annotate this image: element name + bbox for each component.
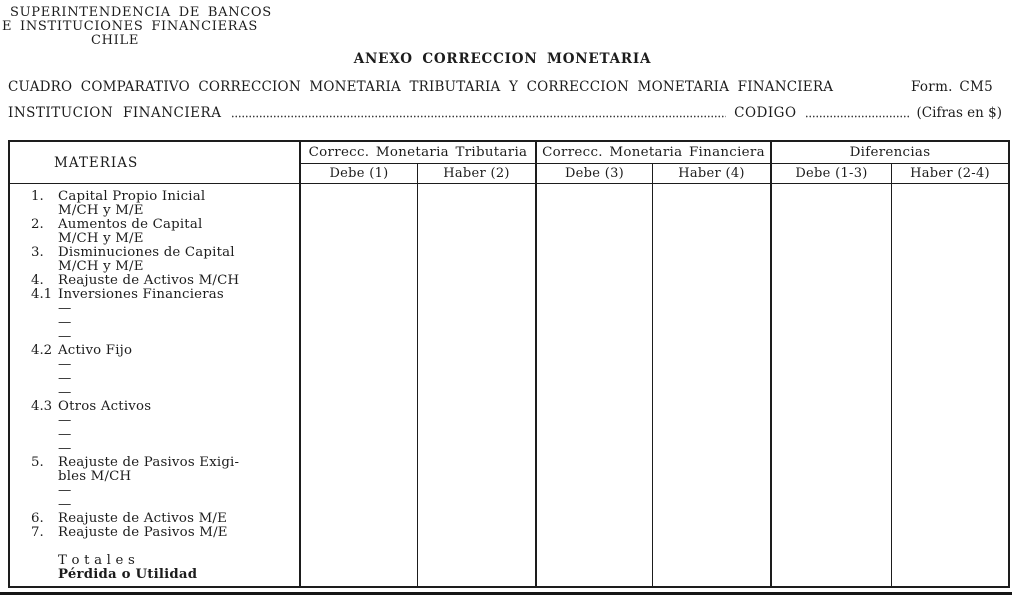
materias-row-text: M/CH y M/E	[58, 231, 144, 246]
col-header-haber-2-4: Haber (2-4)	[892, 164, 1008, 184]
letterhead-line-3: CHILE	[90, 33, 140, 48]
materias-row-text: —	[58, 301, 72, 316]
bottom-heavy-rule	[0, 592, 1012, 595]
materias-row-number	[31, 302, 58, 316]
materias-row	[10, 568, 299, 582]
materias-row-text: Pérdida o Utilidad	[58, 567, 198, 582]
materias-row	[10, 372, 299, 386]
letterhead-line-1: SUPERINTENDENCIA DE BANCOS	[10, 5, 272, 20]
materias-row-number: 2.	[31, 217, 44, 232]
materias-row-number: 4.2	[31, 343, 53, 358]
materias-row	[10, 344, 299, 358]
materias-row	[10, 428, 299, 442]
col-header-debe-1-3: Debe (1-3)	[772, 164, 892, 184]
letterhead	[2, 5, 272, 48]
materias-row-number	[31, 232, 58, 246]
materias-row-number	[31, 260, 58, 274]
materias-row-text: Disminuciones de Capital	[58, 245, 235, 260]
materias-row-number	[31, 554, 58, 568]
materias-row-text: Reajuste de Activos M/E	[58, 511, 227, 526]
materias-row-number: 6.	[31, 511, 44, 526]
page-title: ANEXO CORRECCION MONETARIA	[353, 51, 652, 67]
materias-row	[10, 232, 299, 246]
materias-row-number	[31, 204, 58, 218]
institution-row	[8, 105, 1002, 121]
materias-row-number: 4.	[31, 273, 44, 288]
dotted-leader-codigo	[805, 113, 909, 118]
materias-row	[10, 190, 299, 204]
materias-row-text: —	[58, 357, 72, 372]
body-cell-debe-1	[301, 184, 418, 586]
col-header-haber-2: Haber (2)	[418, 164, 537, 184]
materias-row-text: Inversiones Financieras	[58, 287, 224, 302]
materias-row-number	[31, 568, 58, 582]
cifras-label: (Cifras en $)	[916, 105, 1002, 121]
materias-row	[10, 442, 299, 456]
codigo-label: CODIGO	[734, 105, 797, 121]
materias-row-text: Otros Activos	[58, 399, 152, 414]
correccion-monetaria-table	[8, 140, 1010, 588]
form-subtitle: CUADRO COMPARATIVO CORRECCION MONETARIA TRIBUTARIA Y CORRECCION MONETARIA FINANCIERA	[8, 79, 834, 95]
materias-row-number: 4.1	[31, 287, 53, 302]
institution-label: INSTITUCION FINANCIERA	[8, 105, 222, 121]
subtitle-row	[8, 79, 993, 95]
materias-row	[10, 386, 299, 400]
materias-row	[10, 498, 299, 512]
materias-row-number	[31, 540, 58, 554]
body-cell-debe-3	[537, 184, 653, 586]
materias-row	[10, 218, 299, 232]
materias-row	[10, 358, 299, 372]
materias-row-number	[31, 484, 58, 498]
materias-row-number	[31, 442, 58, 456]
materias-row	[10, 512, 299, 526]
materias-row-text: M/CH y M/E	[58, 203, 144, 218]
letterhead-line-2: E INSTITUCIONES FINANCIERAS	[2, 19, 258, 34]
materias-row-text: T o t a l e s	[58, 553, 136, 568]
materias-row-number	[31, 414, 58, 428]
materias-row	[10, 260, 299, 274]
materias-row-text: Aumentos de Capital	[58, 217, 203, 232]
group-header-financiera: Correcc. Monetaria Financiera	[537, 142, 772, 164]
materias-row	[10, 414, 299, 428]
materias-row-text: Reajuste de Pasivos Exigi-	[58, 455, 240, 470]
materias-row-text: —	[58, 385, 72, 400]
materias-row	[10, 204, 299, 218]
materias-row-number: 5.	[31, 455, 44, 470]
group-header-tributaria: Correcc. Monetaria Tributaria	[301, 142, 537, 164]
materias-row	[10, 330, 299, 344]
materias-row	[10, 540, 299, 554]
col-header-haber-4: Haber (4)	[653, 164, 772, 184]
materias-row-number	[31, 316, 58, 330]
materias-row	[10, 526, 299, 540]
materias-row	[10, 302, 299, 316]
dotted-leader-institution	[231, 113, 726, 118]
materias-row-text: Reajuste de Pasivos M/E	[58, 525, 228, 540]
materias-row	[10, 456, 299, 470]
materias-row-text: —	[58, 497, 72, 512]
materias-row-text: Activo Fijo	[58, 343, 133, 358]
materias-row	[10, 316, 299, 330]
materias-row-text: —	[58, 371, 72, 386]
body-cell-haber-2-4	[892, 184, 1008, 586]
materias-row-text: —	[58, 329, 72, 344]
materias-row-text: Capital Propio Inicial	[58, 189, 206, 204]
materias-row	[10, 470, 299, 484]
materias-row-text: Reajuste de Activos M/CH	[58, 273, 240, 288]
col-header-debe-3: Debe (3)	[537, 164, 653, 184]
materias-row-number	[31, 330, 58, 344]
materias-row-number	[31, 470, 58, 484]
materias-row-number: 3.	[31, 245, 44, 260]
materias-row	[10, 246, 299, 260]
materias-row	[10, 484, 299, 498]
body-cell-haber-2	[418, 184, 537, 586]
materias-row	[10, 288, 299, 302]
body-cell-haber-4	[653, 184, 772, 586]
materias-row-text: —	[58, 315, 72, 330]
materias-row-text: —	[58, 427, 72, 442]
materias-column-header: MATERIAS	[10, 142, 301, 184]
materias-row	[10, 554, 299, 568]
materias-row-number: 4.3	[31, 399, 53, 414]
group-header-diferencias: Diferencias	[772, 142, 1008, 164]
materias-row-number	[31, 386, 58, 400]
materias-row-text: bles M/CH	[58, 469, 132, 484]
form-code: Form. CM5	[910, 79, 993, 95]
materias-row-number	[31, 428, 58, 442]
materias-row-text: —	[58, 413, 72, 428]
materias-row-number	[31, 372, 58, 386]
materias-row	[10, 400, 299, 414]
materias-row-text: —	[58, 483, 72, 498]
materias-row-number	[31, 498, 58, 512]
body-cell-debe-1-3	[772, 184, 892, 586]
materias-row-number	[31, 358, 58, 372]
materias-row	[10, 274, 299, 288]
materias-row-text: —	[58, 441, 72, 456]
materias-list	[10, 184, 301, 586]
materias-row-number: 7.	[31, 525, 44, 540]
materias-row-text: M/CH y M/E	[58, 259, 144, 274]
col-header-debe-1: Debe (1)	[301, 164, 418, 184]
materias-row-number: 1.	[31, 189, 44, 204]
